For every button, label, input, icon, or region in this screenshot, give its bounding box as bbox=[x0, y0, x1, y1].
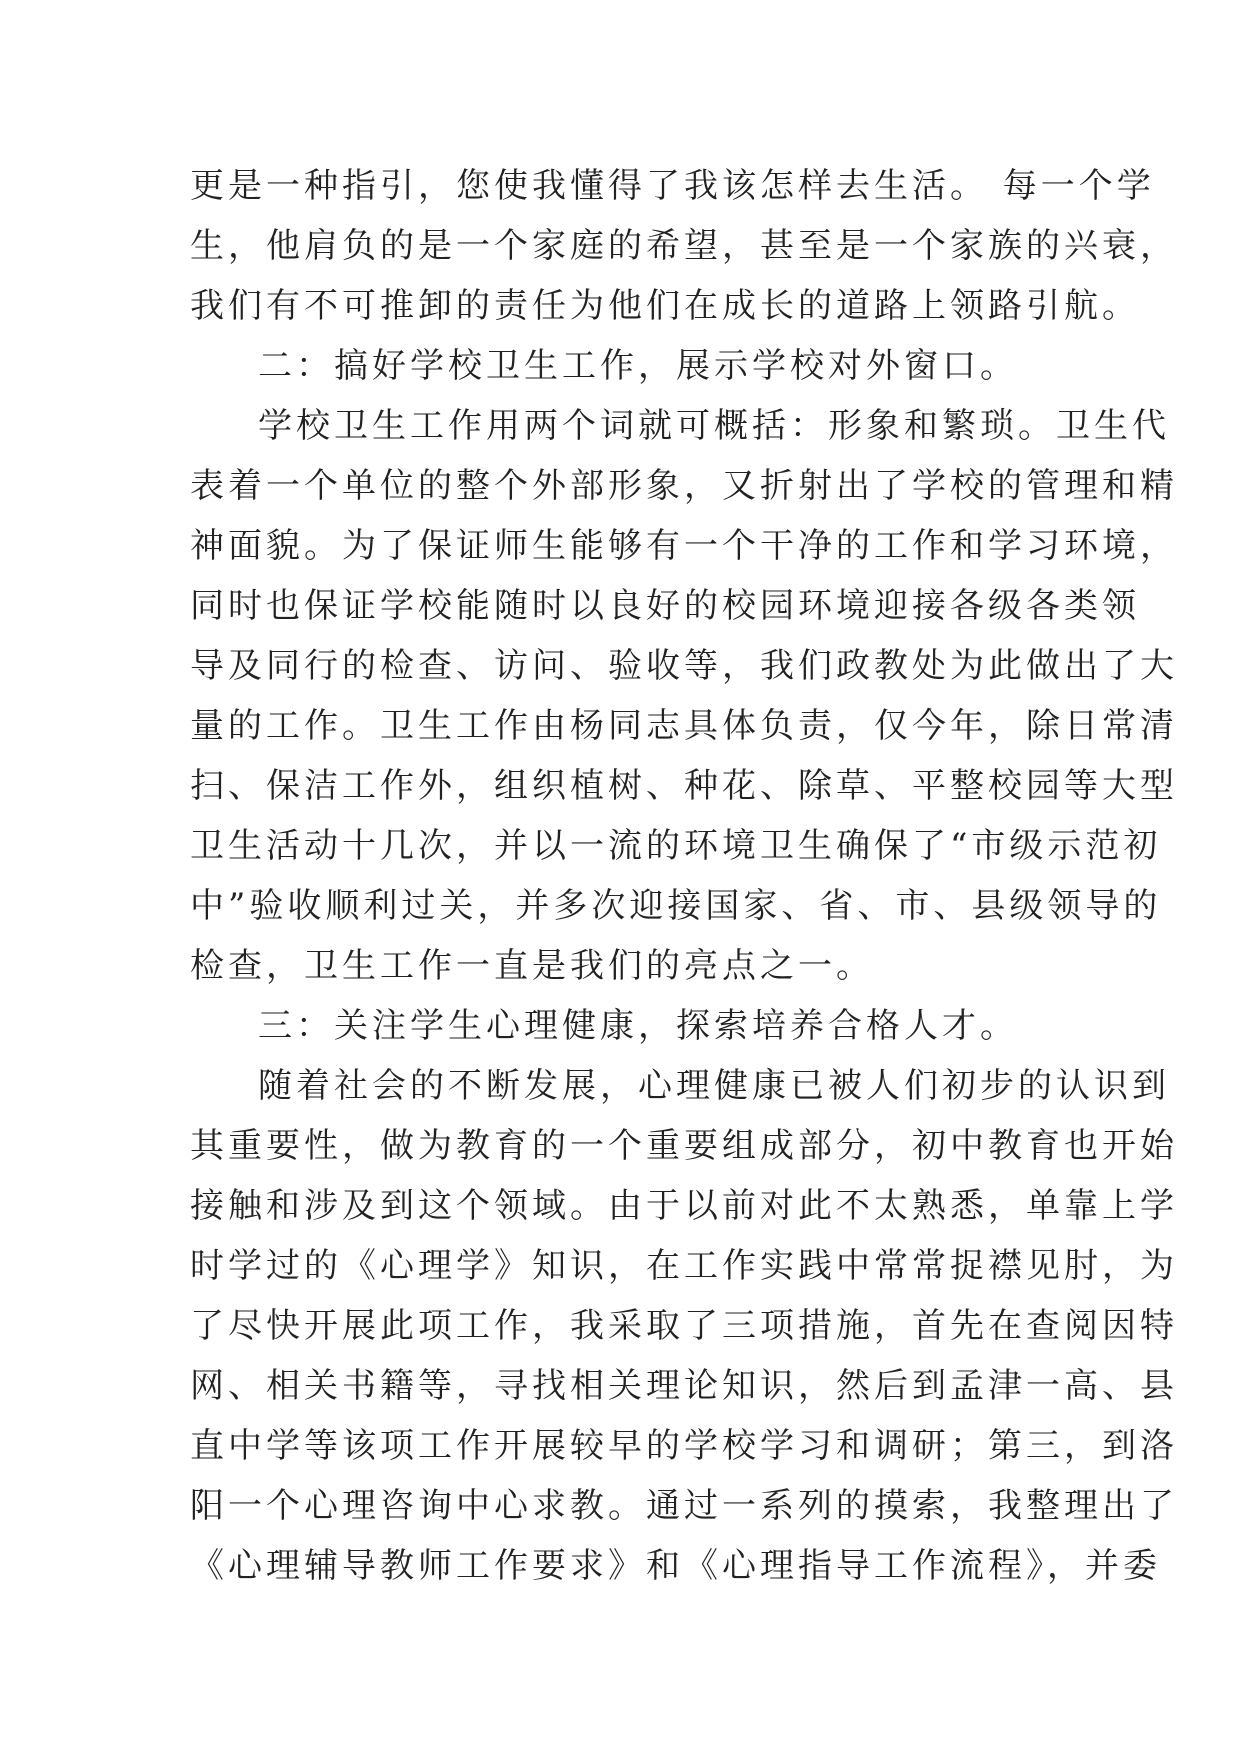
text-line: 《心理辅导教师工作要求》和《心理指导工作流程》，并委 bbox=[190, 1546, 1161, 1586]
text-line: 网、相关书籍等，寻找相关理论知识，然后到孟津一高、县 bbox=[190, 1366, 1178, 1406]
text-line: 二：搞好学校卫生工作，展示学校对外窗口。 bbox=[258, 346, 1018, 386]
text-line: 更是一种指引，您使我懂得了我该怎样去生活。 每一个学 bbox=[190, 166, 1155, 206]
text-line: 中”验收顺利过关，并多次迎接国家、省、市、县级领导的 bbox=[190, 886, 1162, 926]
text-line: 学校卫生工作用两个词就可概括：形象和繁琐。卫生代 bbox=[258, 406, 1170, 446]
text-line: 直中学等该项工作开展较早的学校学习和调研；第三，到洛 bbox=[190, 1426, 1178, 1466]
text-line: 其重要性，做为教育的一个重要组成部分，初中教育也开始 bbox=[190, 1126, 1178, 1166]
text-line: 时学过的《心理学》知识，在工作实践中常常捉襟见肘，为 bbox=[190, 1246, 1178, 1286]
text-line: 卫生活动十几次，并以一流的环境卫生确保了“市级示范初 bbox=[190, 826, 1162, 866]
document-body bbox=[190, 156, 1178, 1596]
text-line: 导及同行的检查、访问、验收等，我们政教处为此做出了大 bbox=[190, 646, 1178, 686]
text-line: 了尽快开展此项工作，我采取了三项措施，首先在查阅因特 bbox=[190, 1306, 1178, 1346]
text-line: 三：关注学生心理健康，探索培养合格人才。 bbox=[258, 1006, 1018, 1046]
text-line: 扫、保洁工作外，组织植树、种花、除草、平整校园等大型 bbox=[190, 766, 1178, 806]
text-line: 随着社会的不断发展，心理健康已被人们初步的认识到 bbox=[258, 1066, 1170, 1106]
text-line: 同时也保证学校能随时以良好的校园环境迎接各级各类领 bbox=[190, 586, 1140, 626]
text-line: 表着一个单位的整个外部形象，又折射出了学校的管理和精 bbox=[190, 466, 1178, 506]
text-line: 阳一个心理咨询中心求教。通过一系列的摸索，我整理出了 bbox=[190, 1486, 1178, 1526]
text-line: 检查，卫生工作一直是我们的亮点之一。 bbox=[190, 946, 874, 986]
text-line: 我们有不可推卸的责任为他们在成长的道路上领路引航。 bbox=[190, 286, 1140, 326]
text-line: 接触和涉及到这个领域。由于以前对此不太熟悉，单靠上学 bbox=[190, 1186, 1178, 1226]
text-line: 神面貌。为了保证师生能够有一个干净的工作和学习环境， bbox=[190, 526, 1178, 566]
text-line: 量的工作。卫生工作由杨同志具体负责，仅今年，除日常清 bbox=[190, 706, 1178, 746]
text-line: 生，他肩负的是一个家庭的希望，甚至是一个家族的兴衰， bbox=[190, 226, 1178, 266]
